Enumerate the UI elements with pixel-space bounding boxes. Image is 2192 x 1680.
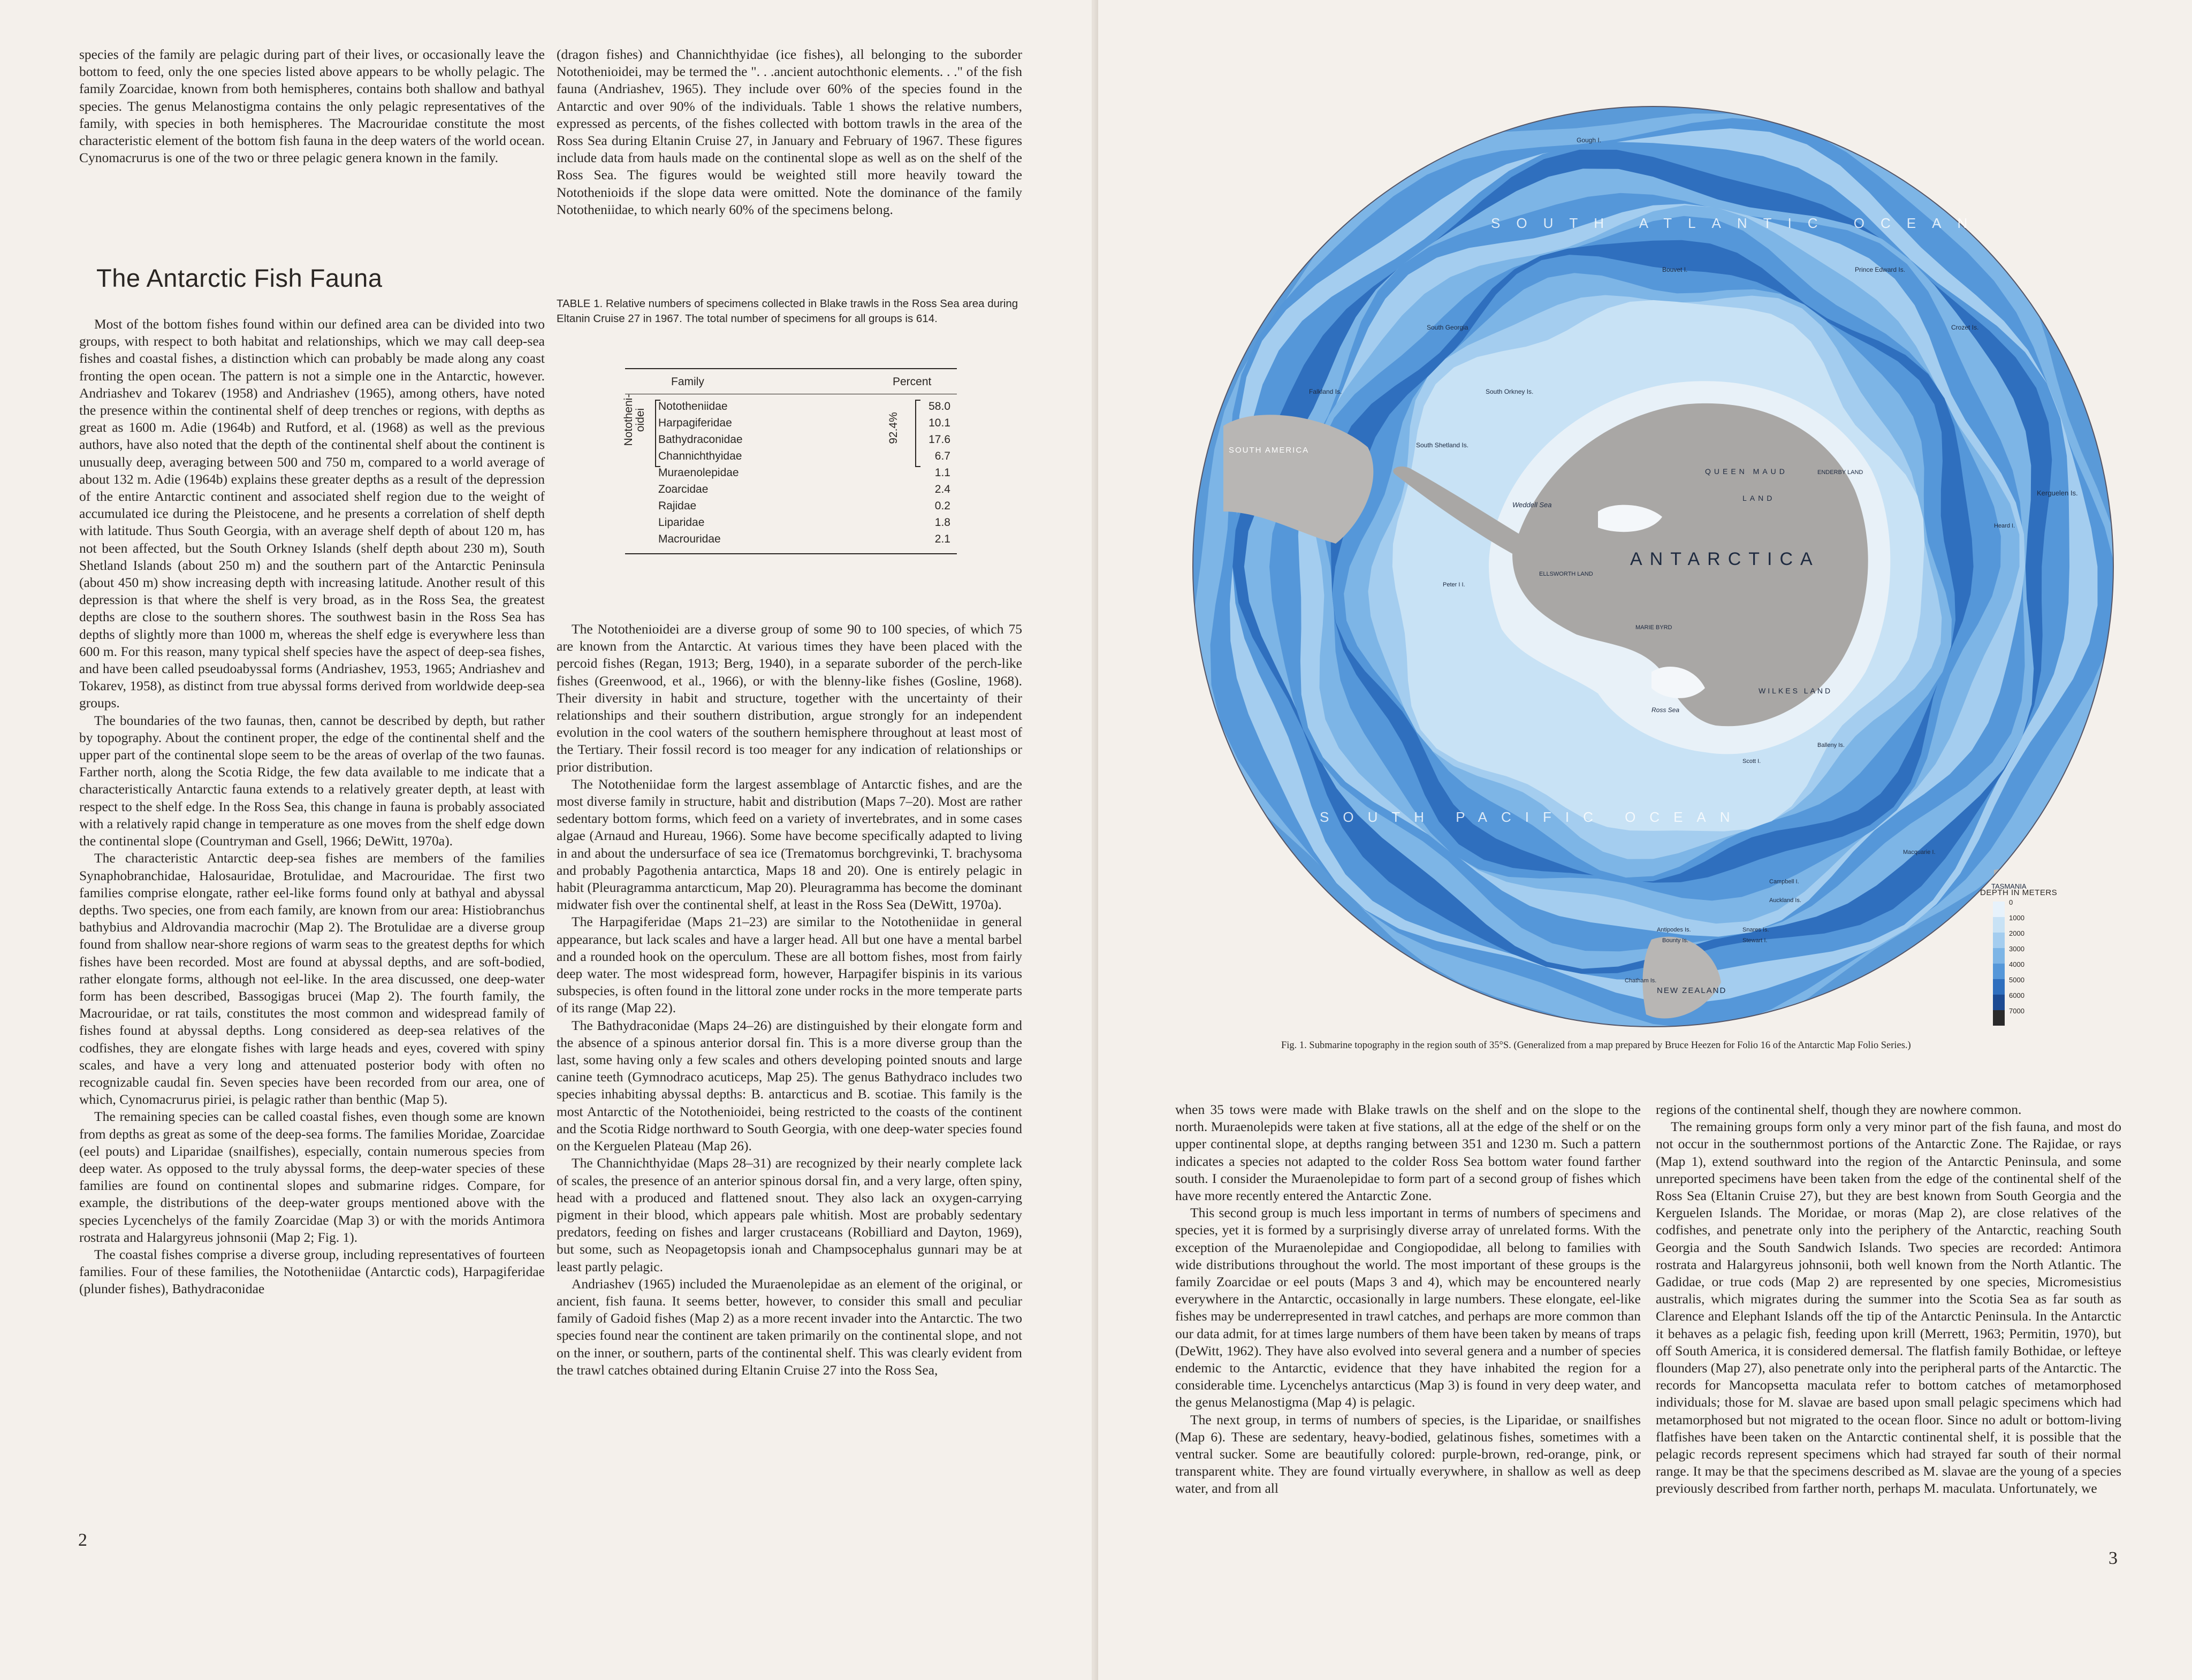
header-family: Family <box>671 376 704 388</box>
paragraph: The Notothenioidei are a diverse group of some 90 to 100 species, of which 75 are known from the Antarctic. At various times they have been placed with the percoid fishes (Regan, 1913; Berg, 1940), in a separate suborder of the perch-like fishes (Greenwood, et al., 1966), or with the blenny-like fishes (Gosline, 1968). Their diversity in habit and structure, together with the uncertainty of their relationships and their southern distribution, argue strongly for an independent evolution in the cool waters of the southern hemisphere throughout at least most of the Tertiary. Their fossil record is too meager for any indication of relationships or prior distribution. <box>557 621 1022 775</box>
figure-caption: Fig. 1. Submarine topography in the region south of 35°S. (Generalized from a map prepared by Bruce Heezen for Folio 16 of the Antarctic Map Folio Series.) <box>1281 1040 1911 1051</box>
table-body <box>622 394 957 553</box>
map-label: Macquarie I. <box>1903 849 1936 856</box>
family-cell: Rajidae <box>658 500 697 512</box>
percent-cell: 6.7 <box>934 450 950 462</box>
percent-cell: 2.4 <box>934 483 950 495</box>
paragraph: The characteristic Antarctic deep-sea fishes are members of the families Synaphobranchidae, Halosauridae, Brotulidae, and Macrouridae. The first two families comprise elongate, rather eel-like forms found only at bathyal and abyssal depths. Two species, one from each family, are known from our area: Histiobranchus bathybius and Aldrovandia macrochir (Map 2). The Brotulidae are a diverse group found from shallow near-shore regions of warm seas to the greatest depths for which fishes have been recorded. Most are found at abyssal depths, and are soft-bodied, rather elongate forms, although not eel-like. In the area discussed, one deep-water form has been described, Bassogigas brucei (Map 2). The fourth family, the Macrouridae, or rat tails, constitutes the most common and widespread family of fishes found at abyssal depths. Long considered as deep-sea relatives of the codfishes, they are elongate fishes with large heads and eyes, covered with spiny scales, and have a very long and attenuated posterior body with often no recognizable caudal fin. Seven species have been recorded from our area, one of which, Cynomacrurus piriei, is pelagic rather than benthic (Map 5). <box>79 850 545 1108</box>
legend-level: 1000 <box>2009 914 2024 922</box>
legend-level: 0 <box>2009 898 2013 906</box>
map-label: SOUTH AMERICA <box>1229 446 1310 455</box>
table-row <box>625 465 957 482</box>
right-col2 <box>1656 1101 2121 1498</box>
paragraph: The next group, in terms of numbers of species, is the Liparidae, or snailfishes (Map 6). These are sedentary, heavy-bodied, gelatinous fishes, sometimes with a ventral sucker. Some are beautifully colored: purple-brown, red-orange, pink, or transparent white. They are found virtually everywhere, in shallow as well as deep water, and from all <box>1175 1411 1641 1496</box>
legend-level: 7000 <box>2009 1007 2024 1015</box>
page-number: 2 <box>78 1530 87 1550</box>
family-cell: Liparidae <box>658 516 705 529</box>
map-label: LAND <box>1742 494 1776 502</box>
legend-swatch <box>1993 917 2005 933</box>
percent-cell: 10.1 <box>928 417 950 429</box>
table-header <box>625 369 957 394</box>
paragraph: The remaining groups form only a very minor part of the fish fauna, and most do not occur in the southernmost portions of the Antarctic Zone. The Rajidae, or rays (Map 1), extend southward into the region of the Antarctic Peninsula, and some unreported specimens have been taken from the edge of the continental shelf of the Ross Sea (Eltanin Cruise 27), but they are best known from South Georgia and the Kerguelen Islands. The Moridae, or moras (Map 2), are close relatives of the codfishes, and penetrate only into the periphery of the Antarctic, reaching South Georgia and the South Sandwich Islands. Two species are recorded: Antimora rostrata and Halargyreus johnsonii, both well known from the North Atlantic. The Gadidae, or true cods (Map 2) are represented by one species, Micromesistius australis, which migrates during the summer into the Scotia Sea as far south as Clarence and Elephant Islands off the tip of the Antarctic Peninsula. In the Antarctic it behaves as a pelagic fish, feeding upon krill (Merrett, 1963; Permitin, 1970), but off South America, it is considered demersal. The flatfish family Bothidae, or lefteye flounders (Map 27), also penetrate only into the peripheral parts of the Antarctic. The records for Mancopsetta maculata refer to bottom catches of metamorphosed individuals; those for M. slavae are based upon small pelagic specimens which had metamorphosed but not migrated to the ocean floor. Since no adult or bottom-living flatfishes have been taken on the Antarctic continental shelf, it is possible that the pelagic records represent specimens which had strayed far south of their normal range. It may be that the specimens described as M. slavae are the young of a species previously described from farther north, perhaps M. maculata. Unfortunately, we <box>1656 1119 2121 1496</box>
left-col2-top <box>557 46 1022 218</box>
left-col1-top <box>79 46 545 166</box>
map-label: Kerguelen Is. <box>2037 489 2078 497</box>
group-total: 92.4% <box>887 412 900 444</box>
table-caption: TABLE 1. Relative numbers of specimens collected in Blake trawls in the Ross Sea area during Eltanin Cruise 27 in 1967. The total number of specimens for all groups is 614. <box>557 297 1018 325</box>
map-label: Bounty Is. <box>1662 937 1688 944</box>
map-label: South Shetland Is. <box>1416 441 1469 449</box>
map-label: ELLSWORTH LAND <box>1539 571 1593 577</box>
map-label: TASMANIA <box>1991 882 2027 890</box>
map-label: WILKES LAND <box>1759 686 1833 695</box>
map-label: Gough I. <box>1577 136 1602 144</box>
percent-cell: 58.0 <box>928 400 950 413</box>
table-row <box>625 531 957 548</box>
map-label: Prince Edward Is. <box>1855 266 1906 273</box>
table-row <box>625 515 957 531</box>
map-label: Chatham Is. <box>1625 978 1657 984</box>
table-row <box>625 482 957 498</box>
map-label: ANTARCTICA <box>1630 549 1820 569</box>
right-col1 <box>1175 1101 1641 1498</box>
paragraph: The Channichthyidae (Maps 28–31) are recognized by their nearly complete lack of scales, the presence of an anterior spinous dorsal fin, and a very large, often spiny, head with a produced and flattened snout. They also lack an oxygen-carrying pigment in their blood, which appears pale whitish. Most are probably sedentary predators, feeding on fishes and larger crustaceans (Robilliard and Dayton, 1969), but some, such as Neopagetopsis ionah and Champsocephalus gunnari may be at least partly pelagic. <box>557 1155 1022 1274</box>
paragraph: regions of the continental shelf, though they are nowhere common. <box>1656 1102 2022 1117</box>
map-label: Snares Is. <box>1742 927 1769 933</box>
legend-level: 3000 <box>2009 945 2024 953</box>
paragraph: (dragon fishes) and Channichthyidae (ice fishes), all belonging to the suborder Notothenioidei, may be termed the ". . .ancient autochthonic elements. . ." of the fish fauna (Andriashev, 1965). They include over 60% of the species found in the Antarctic and over 90% of the individuals. Table 1 shows the relative numbers, expressed as percents, of the fishes collected with bottom trawls in the area of the Ross Sea during Eltanin Cruise 27, in January and February of 1967. These figures include data from hauls made on the continental slope as well as on the shelf of the Ross Sea. The figures would be weighted still more heavily toward the Notothenioids if the slope data were omitted. Note the dominance of the family Nototheniidae, to which nearly 60% of the specimens belong. <box>557 47 1022 217</box>
percent-cell: 1.8 <box>934 516 950 529</box>
map-label: South Georgia <box>1427 324 1468 331</box>
page-number: 3 <box>2109 1548 2118 1568</box>
paragraph: The remaining species can be called coastal fishes, even though some are known from depths as great as some of the deep-sea forms. The families Moridae, Zoarcidae (eel pouts) and Liparidae (snailfishes), especially, contain numerous species from deep water. As opposed to the truly abyssal forms, the deep-water species of these families are found on continental slopes and submarine ridges. Compare, for example, the distributions of the deep-water groups mentioned above with the species Lycenchelys of the family Zoarcidae (Map 3) or with the morids Antimora rostrata and Halargyreus johnsonii (Map 2; Fig. 1). <box>79 1109 545 1245</box>
antarctic-topography-map <box>1191 105 2115 1028</box>
family-cell: Muraenolepidae <box>658 467 739 479</box>
map-label: QUEEN MAUD <box>1705 467 1788 476</box>
family-cell: Bathydraconidae <box>658 433 743 446</box>
legend-swatch <box>1993 995 2005 1010</box>
legend-level: 6000 <box>2009 991 2024 999</box>
depth-legend <box>1980 888 2057 1026</box>
paragraph: The coastal fishes comprise a diverse group, including representatives of fourteen families. Four of these families, the Nototheniidae (Antarctic cods), Harpagiferidae (plunder fishes), Bathydraconidae <box>79 1246 545 1297</box>
map-label: Ross Sea <box>1651 706 1680 714</box>
left-col2-main <box>557 621 1022 1379</box>
left-col1-main <box>79 316 545 1298</box>
table-row <box>625 399 957 415</box>
header-percent: Percent <box>893 376 932 388</box>
paragraph: species of the family are pelagic during part of their lives, or occasionally leave the bottom to feed, only the one species listed above appears to be wholly pelagic. The family Zoarcidae, known from both hemispheres, contains both shallow and bathyal species. The genus Melanostigma contains the only pelagic representatives of the family, with species in both hemispheres. The Macrouridae constitute the most characteristic element of the bottom fish fauna in the deep waters of the world ocean. Cynomacrurus is one of the two or three pelagic genera known in the family. <box>79 47 545 166</box>
group-label: Nototheni-oidei <box>622 394 646 446</box>
paragraph: when 35 tows were made with Blake trawls on the shelf and on the slope to the north. Muraenolepids were taken at five stations, all at the edge of the shelf or on the upper continental slope, at depths ranging between 351 and 1230 m. Such a pattern indicates a species not adapted to the colder Ross Sea bottom water found farther south. I consider the Muraenolepidae to form part of a second group of fishes which have more recently entered the Antarctic Zone. <box>1175 1102 1641 1204</box>
legend-level: 4000 <box>2009 960 2024 968</box>
map-label: Bouvet I. <box>1662 266 1688 273</box>
percent-cell: 0.2 <box>934 500 950 512</box>
map-label: SOUTH ATLANTIC OCEAN <box>1491 215 1984 231</box>
family-cell: Nototheniidae <box>658 400 728 413</box>
section-title: The Antarctic Fish Fauna <box>96 264 383 292</box>
left-page <box>0 0 1092 1680</box>
map-label: Heard I. <box>1994 523 2015 529</box>
percent-cell: 17.6 <box>928 433 950 446</box>
paragraph: Andriashev (1965) included the Muraenolepidae as an element of the original, or ancient, fish fauna. It seems better, however, to consider this small and peculiar family of Gadoid fishes (Map 2) as a more recent invader into the Antarctic. The two species found near the continent are taken primarily on the continental slope, and not on the inner, or southern, parts of the continental shelf. This was clearly evident from the trawl catches obtained during Eltanin Cruise 27 into the Ross Sea, <box>557 1276 1022 1378</box>
legend-title: DEPTH IN METERS <box>1980 888 2058 897</box>
legend-swatch <box>1993 964 2005 979</box>
map-label: SOUTH PACIFIC OCEAN <box>1320 809 1744 825</box>
map-label: Stewart I. <box>1742 937 1768 944</box>
paragraph: The Harpagiferidae (Maps 21–23) are similar to the Nototheniidae in general appearance, but lack scales and have a larger head. All but one have a mental barbel and a rounded hook on the operculum. These are all bottom fishes, most from fairly deep water. The most widespread form, however, Harpagifer bispinis in its various subspecies, is often found in the littoral zone under rocks in the more temperate parts of its range (Map 22). <box>557 914 1022 1016</box>
family-cell: Channichthyidae <box>658 450 742 462</box>
map-label: Scott I. <box>1742 758 1761 765</box>
table-row <box>625 498 957 515</box>
map-label: Campbell I. <box>1769 879 1799 885</box>
map-label: Crozet Is. <box>1951 324 1979 331</box>
map-label: NEW ZEALAND <box>1657 986 1727 995</box>
map-label: Falkland Is. <box>1309 388 1342 395</box>
percent-cell: 1.1 <box>934 467 950 479</box>
map-label: South Orkney Is. <box>1486 388 1534 395</box>
family-cell: Macrouridae <box>658 533 721 545</box>
map-label: Antipodes Is. <box>1657 927 1691 933</box>
percent-cell: 2.1 <box>934 533 950 545</box>
paragraph: This second group is much less important in terms of numbers of specimens and species, yet it is formed by a surprisingly diverse array of unrelated forms. With the exception of the Muraenolepidae and Congiopodidae, all belong to families with wide distributions throughout the world. The most important of these groups is the family Zoarcidae or eel pouts (Maps 3 and 4), which may be encountered nearly everywhere in the Antarctic, occasionally in large numbers. These elongate, eel-like fishes may be underrepresented in trawl catches, and perhaps are more common than our data admit, for at times large numbers of them have been taken by means of traps (DeWitt, 1962). They have also evolved into several genera and a number of species endemic to the Antarctic, evidence that they have inhabited the region for a considerable time. Lycenchelys antarcticus (Map 3) is found in very deep water, and the genus Melanostigma (Map 4) is pelagic. <box>1175 1205 1641 1410</box>
legend-swatch <box>1993 979 2005 995</box>
map-label: Balleny Is. <box>1817 742 1845 749</box>
map-label: Peter I I. <box>1443 582 1465 588</box>
legend-swatch <box>1993 933 2005 948</box>
legend-swatch <box>1993 948 2005 964</box>
map-label: Auckland Is. <box>1769 897 1801 904</box>
legend-swatch <box>1993 902 2005 917</box>
paragraph: The Nototheniidae form the largest assemblage of Antarctic fishes, and are the most diverse family in structure, habit and distribution (Maps 7–20). Most are rather sedentary bottom forms, which feed on a variety of invertebrates, and in some cases algae (Arnaud and Hureau, 1966). Some have become specifically adapted to living in and about the undersurface of sea ice (Trematomus borchgrevinki, T. brachysoma and probably Pagothenia antarctica, Maps 18 and 20). One is entirely pelagic in habit (Pleuragramma antarcticum, Map 20). Pleuragramma has become the dominant midwater fish over the continental shelf, at least in the Ross Sea (DeWitt, 1970a). <box>557 776 1022 913</box>
table-1 <box>622 368 957 554</box>
legend-level: 2000 <box>2009 929 2024 937</box>
table-row <box>625 415 957 432</box>
map-label: ENDERBY LAND <box>1817 469 1863 476</box>
table-row <box>625 432 957 448</box>
map-label: MARIE BYRD <box>1635 624 1672 631</box>
paragraph: The boundaries of the two faunas, then, cannot be described by depth, but rather by topography. About the continent proper, the edge of the continental shelf and the upper part of the continental slope seem to be the areas of overlap of the two faunas. Farther north, along the Scotia Ridge, the few data available to me indicate that a characteristically Antarctic fauna extends to a relatively greater depth, at least with respect to the shelf edge. In the Ross Sea, this change in fauna is probably associated with a relatively rapid change in temperature as one moves from the shelf edge down the continental slope (Countryman and Gsell, 1966; DeWitt, 1970a). <box>79 712 545 849</box>
legend-level: 5000 <box>2009 976 2024 984</box>
paragraph: The Bathydraconidae (Maps 24–26) are distinguished by their elongate form and the absence of a spinous anterior dorsal fin. This is a more diverse group than the last, some having only a few scales and others developing pointed snouts and large canine teeth (Gymnodraco acuticeps, Map 25). The genus Bathydraco includes two species inhabiting abyssal depths: B. antarcticus and B. scotiae. This family is the most Antarctic of the Notothenioidei, being restricted to the coasts of the continent and the Scotia Ridge northward to South Georgia, with one deep-water species found on the Kerguelen Plateau (Map 26). <box>557 1017 1022 1154</box>
family-cell: Zoarcidae <box>658 483 709 495</box>
map-label: Weddell Sea <box>1512 501 1552 509</box>
legend-swatch <box>1993 1010 2005 1026</box>
table-row <box>625 448 957 465</box>
paragraph: Most of the bottom fishes found within our defined area can be divided into two groups, with respect to both habitat and relationships, which we may call deep-sea fishes and coastal fishes, a distinction which can probably be made along any coast fronting the open ocean. The pattern is not a simple one in the Antarctic, however. Andriashev and Tokarev (1958) and Andriashev (1965), among others, have noted the presence within the continental shelf of deep trenches or regions, with depths as great as 1600 m. Adie (1964b) and Rutford, et al. (1968) as well as the previous authors, have also noted that the depth of the continental shelf about the continent is unusually deep, averaging between 500 and 750 m, compared to a world average of about 132 m. Adie (1964b) explains these greater depths as a result of the depression of the entire Antarctic continent and associated shelf region due to the weight of accumulated ice during the Pleistocene, and he presents a correlation of shelf depth with latitude. Thus South Georgia, with an average shelf depth of about 120 m, has not been affected, but the South Orkney Islands (shelf depth about 230 m), South Shetland Islands (about 250 m) and the southern part of the Antarctic Peninsula (about 450 m) show increasing depth with increasing latitude. Another result of this depression is that where the shelf is very broad, as in the Ross Sea, the greatest depths are close to the southern shores. The southwest basin in the Ross Sea has depths of slightly more than 1000 m, whereas the shelf edge is everywhere less than 600 m. For this reason, many typical shelf species have the aspect of deep-sea fishes, and have been called pseudoabyssal forms (Andriashev, 1953, 1965; Andriashev and Tokarev, 1958), as distinct from true abyssal forms derived from worldwide deep-sea groups. <box>79 316 545 711</box>
family-cell: Harpagiferidae <box>658 417 732 429</box>
